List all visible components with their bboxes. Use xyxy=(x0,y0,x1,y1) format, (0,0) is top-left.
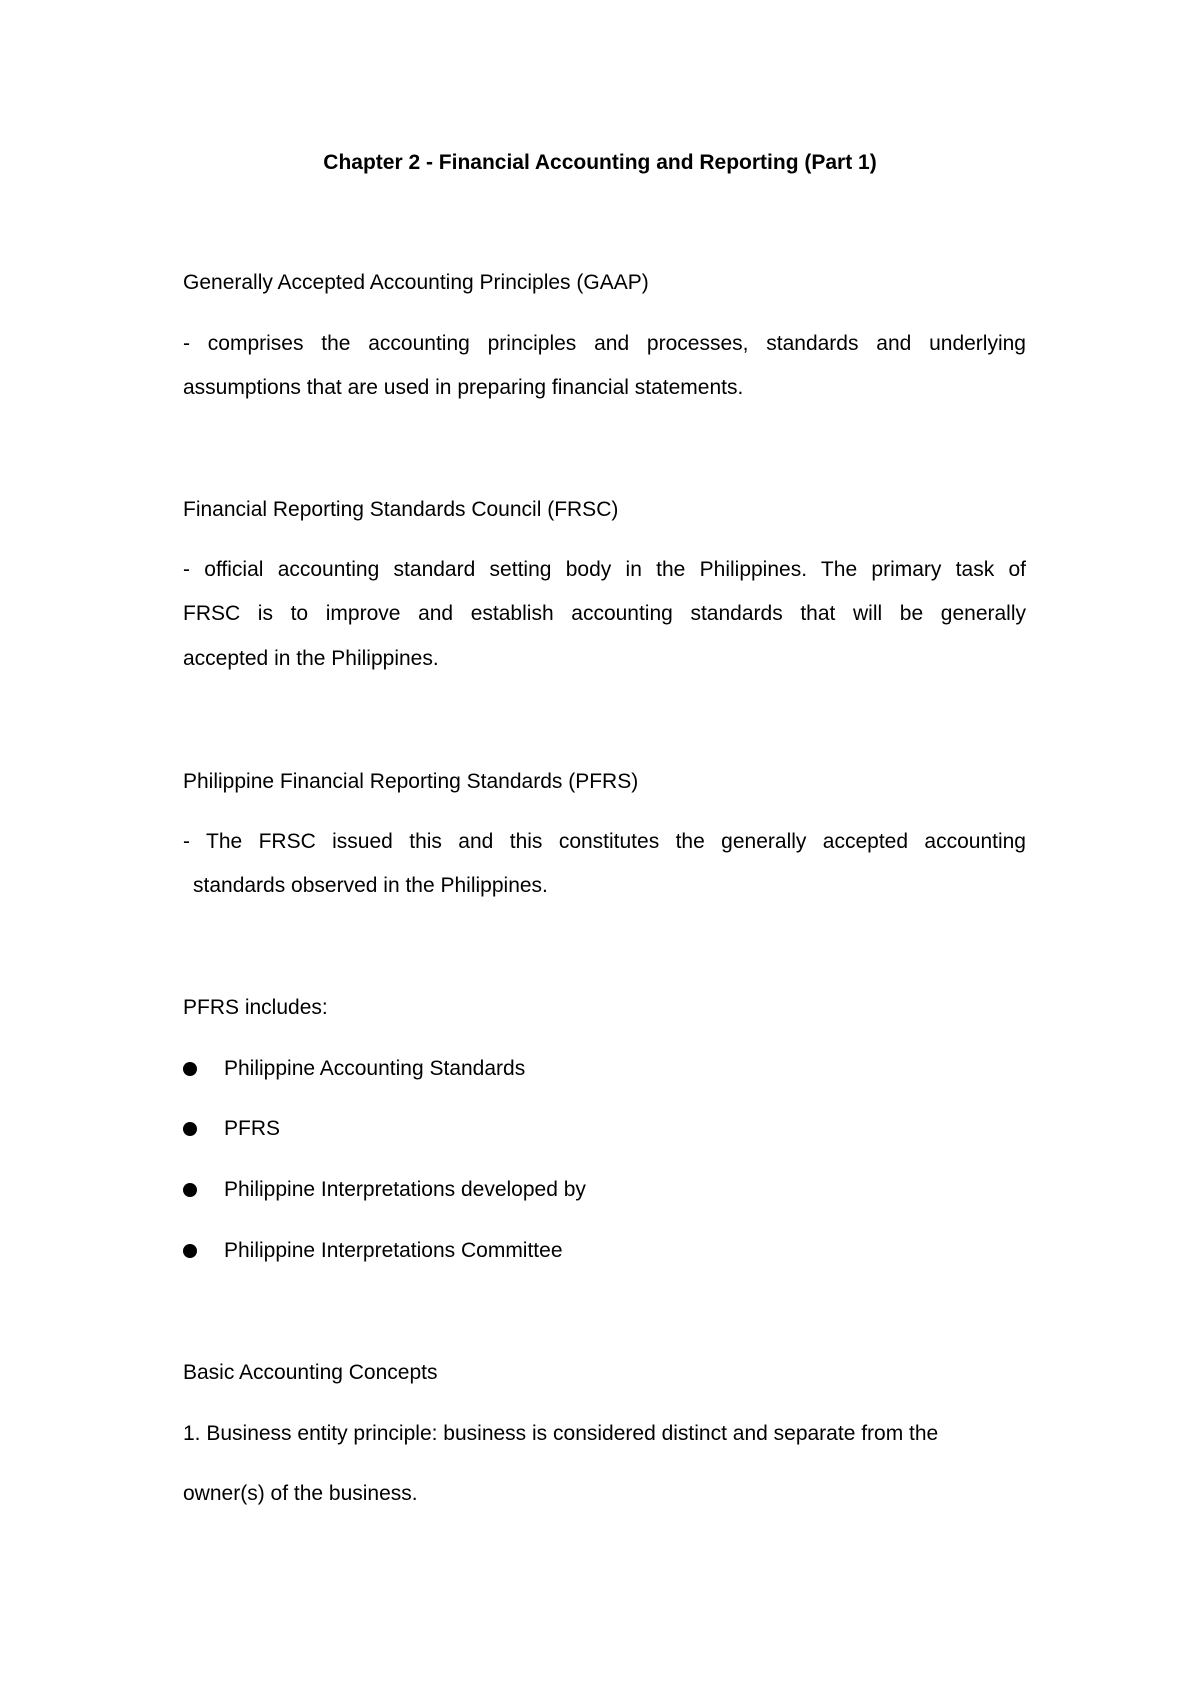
bullet-dot xyxy=(183,1122,197,1136)
basic-concepts-line-2: owner(s) of the business. xyxy=(183,1482,418,1505)
gaap-heading: Generally Accepted Accounting Principles (GAAP) xyxy=(183,271,649,294)
bullet-item: PFRS xyxy=(224,1117,281,1140)
bullet-item: Philippine Accounting Standards xyxy=(224,1057,526,1080)
pfrs-text-line-1: - The FRSC issued this and this constitutes the generally accepted accounting xyxy=(183,830,1026,853)
frsc-text-line-2: FRSC is to improve and establish accounting standards that will be generally xyxy=(183,602,1026,625)
bullet-item: Philippine Interpretations developed by xyxy=(224,1178,586,1201)
bullet-dot xyxy=(183,1244,197,1258)
basic-concepts-line-1: 1. Business entity principle: business is considered distinct and separate from the xyxy=(183,1422,939,1445)
pfrs-heading: Philippine Financial Reporting Standards (PFRS) xyxy=(183,770,639,793)
gaap-text-line-1: - comprises the accounting principles and processes, standards and underlying xyxy=(183,332,1026,355)
pfrs-includes-heading: PFRS includes: xyxy=(183,996,328,1019)
gaap-text-line-2: assumptions that are used in preparing financial statements. xyxy=(183,376,744,399)
bullet-dot xyxy=(183,1183,197,1197)
frsc-heading: Financial Reporting Standards Council (FRSC) xyxy=(183,498,619,521)
pfrs-text-line-2: standards observed in the Philippines. xyxy=(193,874,548,897)
frsc-text-line-3: accepted in the Philippines. xyxy=(183,647,439,670)
basic-concepts-heading: Basic Accounting Concepts xyxy=(183,1361,438,1384)
page-title: Chapter 2 - Financial Accounting and Reporting (Part 1) xyxy=(323,151,877,174)
bullet-dot xyxy=(183,1062,197,1076)
frsc-text-line-1: - official accounting standard setting body in the Philippines. The primary task of xyxy=(183,558,1026,581)
bullet-item: Philippine Interpretations Committee xyxy=(224,1239,563,1262)
